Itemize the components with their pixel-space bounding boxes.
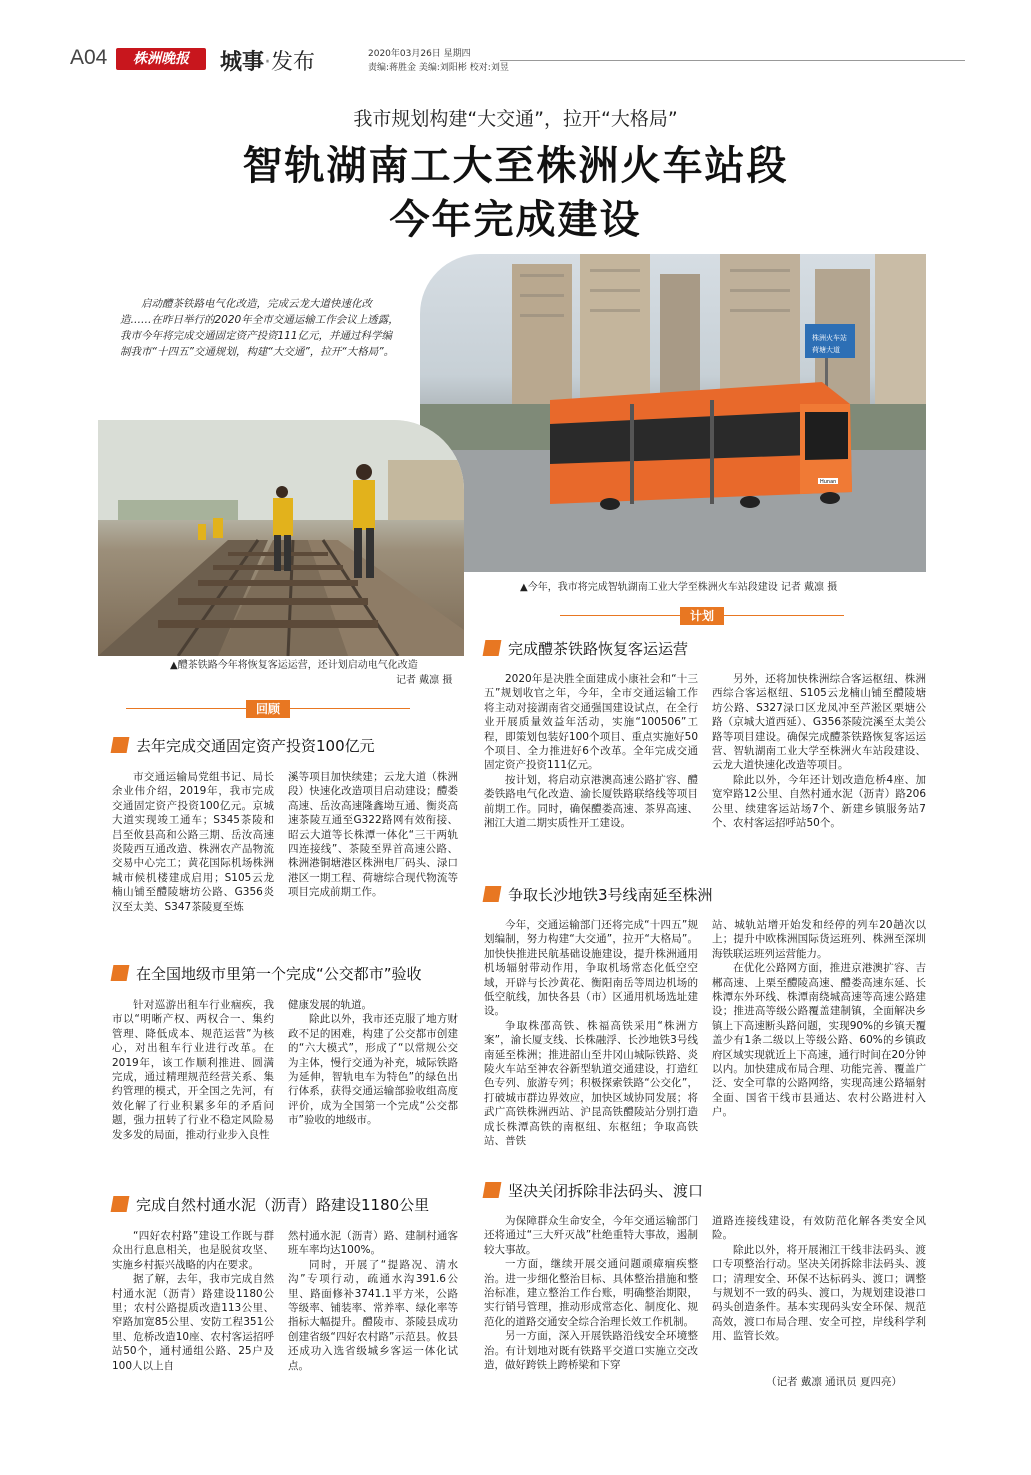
- railway-photo-credit: 记者 戴凛 摄: [396, 675, 453, 686]
- road-sign-1: 株洲火车站: [812, 334, 847, 342]
- tram-photo: [420, 254, 926, 572]
- plan-heading-2: 争取长沙地铁3号线南延至株洲: [484, 884, 713, 905]
- plan-text-1a: 2020年是决胜全面建成小康社会和“十三五”规划收官之年，今年，全市交通运输工作将主动对接湖南省交通强国建设试点，在全行业开展质量效益年活动，实施“100506”工程，即策划包装好100个项目、重点实施好50个项目、全力推进好6个改革。全年完成交通固定资产投资111亿元。 按计划，将启动京港澳高速公路扩容、醴娄铁路电气化改造、渝长厦铁路联络线等项目前期工作。同时，确保醴娄高速、茶界高速、湘江大道二期实质性开工建设。: [484, 673, 698, 830]
- plan-text-3b: 道路连接线建设，有效防范化解各类安全风险。 除此以外，将开展湘江干线非法码头、渡口专项整治行动。坚决关闭拆除非法码头、渡口；清理安全、环保不达标码头、渡口；调整与规划不一致的码头、渡口，为规划建设港口码头创造条件。基本实现码头安全环保、规范高效，渡口布局合理、安全可控，岸线科学利用、监管长效。: [712, 1215, 926, 1343]
- page-number: A04: [70, 46, 108, 69]
- review-text-2b: 健康发展的轨道。 除此以外，我市还克服了地方财政不足的困难，构建了公交都市创建的“六大模式”，形成了“以常规公交为主体，慢行交通为补充，城际铁路为延伸，智轨电车为特色”的绿色出行体系，获得交通运输部验收组高度评价，成为全国第一个完成“公交都市”验收的地级市。: [288, 999, 458, 1127]
- heading-marker-icon: [483, 640, 502, 656]
- review-heading-3: 完成自然村通水泥（沥青）路建设1180公里: [112, 1194, 429, 1215]
- review-heading-1: 去年完成交通固定资产投资100亿元: [112, 735, 375, 756]
- editor-credits: 责编:蒋胜金 美编:刘阳彬 校对:刘昱: [368, 63, 509, 73]
- masthead: [70, 44, 965, 78]
- review-heading-2: 在全国地级市里第一个完成“公交都市”验收: [112, 963, 422, 984]
- plan-text-2a: 今年，交通运输部门还将完成“十四五”规划编制，努力构建“大交通”，拉开“大格局”。加快快推进民航基础设施建设，提升株洲通用机场辐射带动作用，争取机场常态化低空空域，开辟与长沙黄花、衡阳南岳等周边机场的低空航线，加快各县（市）区通用机场选址建设。 争取株邵高铁、株福高铁采用“株洲方案”，渝长厦支线、长株融浮、长沙地铁3号线南延至株洲；推进韶山至井冈山城际铁路、炎陵火车站至神农谷新型轨道交通建设，打造红色专列、旅游专列；积极探索铁路“公交化”，打破城市群边界效应，加快区域协同发展；将武广高铁株洲西站、沪昆高铁醴陵站分别打造成长株潭高铁的南枢纽、东枢纽；争取高铁站、普铁: [484, 919, 698, 1148]
- tram-photo-caption: ▲今年，我市将完成智轨湖南工业大学至株洲火车站段建设 记者 戴凛 摄: [520, 582, 838, 593]
- review-text-3a: “四好农村路”建设工作既与群众出行息息相关，也是脱贫攻坚、实施乡村振兴战略的内在要求。 据了解，去年，我市完成自然村通水泥（沥青）路建设1180公里；农村公路提质改造113公里、窄路加宽85公里、安防工程351公里、危桥改造10座、农村客运招呼站50个，通村通组公路、25户及100人以上自: [112, 1230, 274, 1372]
- issue-date: 2020年03月26日 星期四: [368, 49, 471, 59]
- plan-heading-1: 完成醴茶铁路恢复客运运营: [484, 638, 688, 659]
- license-plate: Hunan: [820, 479, 837, 485]
- plan-text-1b: 另外，还将加快株洲综合客运枢纽、株洲西综合客运枢纽、S105云龙楠山铺至醴陵塘坊公路、S327渌口区龙凤冲至芦淞区栗塘公路（京城大道西延）、G356茶陵浣溪至太美公路等项目建设。确保完成醴茶铁路恢复客运运营、智轨湖南工业大学至株洲火车站段建设、云龙大道快速化改造等项目。 除此以外，今年还计划改造危桥4座、加宽窄路12公里、自然村通水泥（沥青）路206公里、续建客运站场7个、新建乡镇服务站7个、农村客运招呼站50个。: [712, 673, 926, 830]
- plan-heading-3: 坚决关闭拆除非法码头、渡口: [484, 1180, 703, 1201]
- heading-marker-icon: [111, 965, 130, 981]
- plan-text-3a: 为保障群众生命安全，今年交通运输部门还将通过“三大歼灭战”杜绝重特大事故，遏制较大事故。 一方面，继续开展交通问题顽瘴痼疾整治。进一步细化整治目标、具体整治措施和整治标准，建立整治工作台账，明确整治期限，实行销号管理，推动形成常态化、制度化、规范化的道路交通安全综合治理长效工作机制。 另一方面，深入开展铁路沿线安全环境整治。有计划地对既有铁路平交道口实施立交改造，做好跨铁上跨桥梁和下穿: [484, 1215, 698, 1372]
- review-text-1a: 市交通运输局党组书记、局长余业伟介绍，2019年，我市完成交通固定资产投资100亿元。京城大道实现竣工通车；S345茶陵和吕至攸县高和公路三期、岳汝高速炎陵西互通改造、株洲农产品物流交易中心完工；黄花国际机场株洲城市候机楼建成启用；S105云龙楠山铺至醴陵塘坊公路、G356炎汉至太美、S347茶陵夏至炼: [112, 771, 274, 913]
- road-sign-2: 荷塘大道: [812, 346, 840, 354]
- heading-marker-icon: [111, 737, 130, 753]
- heading-marker-icon: [111, 1196, 130, 1212]
- masthead-rule: [500, 60, 965, 61]
- tram-photo-illustration: [420, 254, 926, 572]
- subheadline: 我市规划构建“大交通”，拉开“大格局”: [353, 108, 678, 130]
- newspaper-logo: 株洲晚报: [116, 48, 206, 70]
- plan-text-2b: 站、城轨站增开始发和经停的列车20趟次以上；提升中欧株洲国际货运班列、株洲至深圳海铁联运班列运营能力。 在优化公路网方面，推进京港澳扩容、吉郴高速、上栗至醴陵高速、醴娄高速东延、长株潭东外环线、株潭南绕城高速等高速公路建设；推进高等级公路覆盖建制镇，全面解决乡镇上下高速断头路问题，实现90%的乡镇天覆盖少有1条二级以上等级公路、60%的乡镇政府区域实现就近上下高速，通行时间在20分钟以内。加快建成布局合理、功能完善、覆盖广泛、安全可靠的公路网络，实现高速公路辐射全面、国省干线市县通达、农村公路进村入户。: [712, 919, 926, 1119]
- article-byline: （记者 戴凛 通讯员 夏四亮）: [766, 1376, 903, 1388]
- lead-paragraph: 启动醴茶铁路电气化改造，完成云龙大道快速化改造……在昨日举行的2020年全市交通运输工作会议上透露，我市今年将完成交通固定资产投资111亿元，并通过科学编制我市“十四五”交通规划，构建“大交通”，拉开“大格局”。: [120, 298, 399, 358]
- headline-line-2: 今年完成建设: [389, 197, 642, 243]
- headline-line-1: 智轨湖南工大至株洲火车站段: [242, 143, 789, 189]
- railway-photo-caption: ▲醴茶铁路今年将恢复客运运营，还计划启动电气化改造: [170, 660, 418, 671]
- railway-photo-illustration: [98, 420, 464, 656]
- plan-section-tag: 计划: [680, 607, 724, 625]
- heading-marker-icon: [483, 886, 502, 902]
- section-title: 城事·发布: [220, 50, 316, 75]
- heading-marker-icon: [483, 1182, 502, 1198]
- review-text-3b: 然村通水泥（沥青）路、建制村通客班车率均达100%。 同时，开展了“提路况、清水沟”专项行动，疏通水沟391.6公里、路面修补3741.1平方米，公路等级率、铺装率、常养率、绿化率等指标大幅提升。醴陵市、茶陵县成功创建省级“四好农村路”示范县。攸县还成功入选省级城乡客运一体化试点。: [288, 1230, 458, 1372]
- review-text-1b: 溪等项目加快续建；云龙大道（株洲段）快速化改造项目启动建设；醴娄高速、岳汝高速隆鑫坳互通、衡炎高速茶陵互通至G322路网有效衔接、昭云大道等长株潭一体化“三干两轨四连接线”、茶陵至界首高速公路、株洲港铜塘港区株洲电厂码头、渌口港区一期工程、荷塘综合现代物流等项目完成前期工作。: [288, 771, 458, 899]
- railway-workers-photo: [98, 420, 464, 656]
- review-section-tag: 回顾: [246, 700, 290, 718]
- review-text-2a: 针对巡游出租车行业痼疾，我市以“明晰产权、两权合一、集约管理、降低成本、规范运营”为核心，对出租车行业进行改革。在2019年，该工作顺利推进、圆满完成，通过精理规范经营关系、集约管理的模式，开全国之先河，有效化解了行业积累多年的矛盾问题，强力扭转了行业不稳定风险易发多发的局面，推动行业步入良性: [112, 999, 274, 1141]
